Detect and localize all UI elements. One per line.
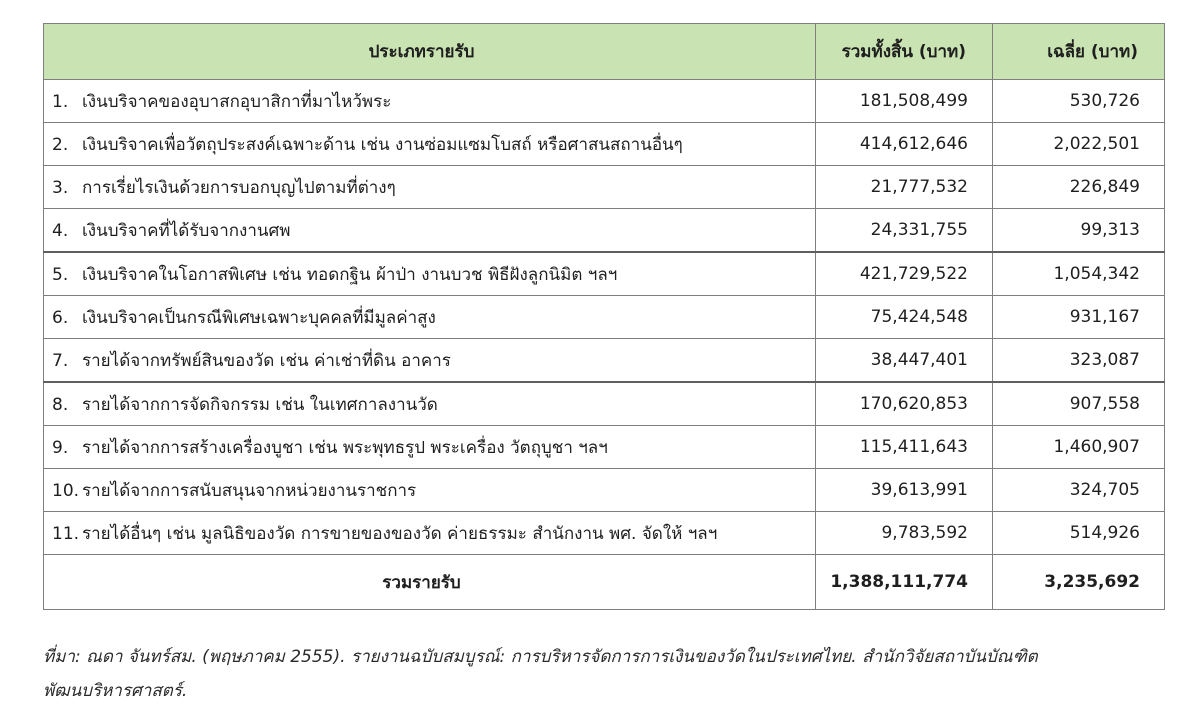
row-number: 1.	[52, 91, 69, 112]
row-number: 4.	[52, 220, 69, 241]
row-total: 75,424,548	[816, 296, 993, 339]
row-label-cell	[44, 512, 816, 555]
row-average: 907,558	[993, 382, 1165, 426]
row-average: 1,054,342	[993, 252, 1165, 296]
row-label: เงินบริจาคเพื่อวัตถุประสงค์เฉพาะด้าน เช่น งานซ่อมแซมโบสถ์ หรือศาสนสถานอื่นๆ	[82, 134, 683, 155]
row-average: 324,705	[993, 469, 1165, 512]
row-label-cell	[44, 426, 816, 469]
row-label: รายได้จากการจัดกิจกรรม เช่น ในเทศกาลงานวัด	[82, 394, 438, 415]
row-total: 21,777,532	[816, 166, 993, 209]
row-label-cell	[44, 80, 816, 123]
table-row	[44, 80, 1165, 123]
table-row	[44, 339, 1165, 383]
row-number: 10.	[52, 480, 80, 501]
table-row	[44, 426, 1165, 469]
row-number: 9.	[52, 437, 69, 458]
row-average: 2,022,501	[993, 123, 1165, 166]
table-row	[44, 209, 1165, 253]
row-total: 38,447,401	[816, 339, 993, 383]
row-label: เงินบริจาคเป็นกรณีพิเศษเฉพาะบุคคลที่มีมูลค่าสูง	[82, 307, 436, 328]
row-average: 931,167	[993, 296, 1165, 339]
header-total: รวมทั้งสิ้น (บาท)	[816, 24, 993, 80]
grand-total: 1,388,111,774	[816, 555, 993, 610]
row-label: รายได้จากการสร้างเครื่องบูชา เช่น พระพุทธรูป พระเครื่อง วัตถุบูชา ฯลฯ	[82, 437, 608, 458]
header-income-type: ประเภทรายรับ	[44, 24, 816, 80]
total-label: รวมรายรับ	[44, 555, 816, 610]
row-number: 5.	[52, 264, 69, 285]
row-label-cell	[44, 296, 816, 339]
row-total: 115,411,643	[816, 426, 993, 469]
row-label-cell	[44, 252, 816, 296]
income-table	[43, 23, 1165, 610]
row-label: รายได้จากการสนับสนุนจากหน่วยงานราชการ	[82, 480, 417, 501]
source-citation: ที่มา: ณดา จันทร์สม. (พฤษภาคม 2555). รายงานฉบับสมบูรณ์: การบริหารจัดการการเงินของวัดในประเทศไทย. สำนักวิจัยสถาบันบัณฑิตพัฒนบริหารศาสตร์.	[43, 647, 1038, 701]
grand-average: 3,235,692	[993, 555, 1165, 610]
row-label: เงินบริจาคของอุบาสกอุบาสิกาที่มาไหว้พระ	[82, 91, 392, 112]
row-number: 8.	[52, 394, 69, 415]
row-total: 39,613,991	[816, 469, 993, 512]
row-label: การเรี่ยไรเงินด้วยการบอกบุญไปตามที่ต่างๆ	[82, 177, 396, 198]
row-label-cell	[44, 382, 816, 426]
row-label-cell	[44, 209, 816, 253]
row-average: 1,460,907	[993, 426, 1165, 469]
table-row	[44, 512, 1165, 555]
row-number: 2.	[52, 134, 69, 155]
row-number: 7.	[52, 350, 69, 371]
row-average: 514,926	[993, 512, 1165, 555]
table-row	[44, 166, 1165, 209]
row-number: 11.	[52, 523, 80, 544]
row-total: 170,620,853	[816, 382, 993, 426]
row-number: 3.	[52, 177, 69, 198]
table-row	[44, 296, 1165, 339]
row-label-cell	[44, 469, 816, 512]
row-average: 323,087	[993, 339, 1165, 383]
row-average: 226,849	[993, 166, 1165, 209]
row-average: 99,313	[993, 209, 1165, 253]
row-number: 6.	[52, 307, 69, 328]
row-label-cell	[44, 123, 816, 166]
row-label-cell	[44, 339, 816, 383]
row-label: รายได้อื่นๆ เช่น มูลนิธิของวัด การขายของของวัด ค่ายธรรมะ สำนักงาน พศ. จัดให้ ฯลฯ	[82, 523, 718, 544]
row-average: 530,726	[993, 80, 1165, 123]
table-row	[44, 382, 1165, 426]
row-total: 414,612,646	[816, 123, 993, 166]
header-row	[44, 24, 1165, 80]
table-row	[44, 252, 1165, 296]
row-total: 181,508,499	[816, 80, 993, 123]
row-total: 9,783,592	[816, 512, 993, 555]
table-row	[44, 123, 1165, 166]
table-row	[44, 469, 1165, 512]
row-label-cell	[44, 166, 816, 209]
total-row	[44, 555, 1165, 610]
row-label: รายได้จากทรัพย์สินของวัด เช่น ค่าเช่าที่ดิน อาคาร	[82, 350, 451, 371]
header-average: เฉลี่ย (บาท)	[993, 24, 1165, 80]
row-label: เงินบริจาคที่ได้รับจากงานศพ	[82, 220, 291, 241]
row-label: เงินบริจาคในโอกาสพิเศษ เช่น ทอดกฐิน ผ้าป่า งานบวช พิธีฝังลูกนิมิต ฯลฯ	[82, 264, 618, 285]
row-total: 24,331,755	[816, 209, 993, 253]
row-total: 421,729,522	[816, 252, 993, 296]
